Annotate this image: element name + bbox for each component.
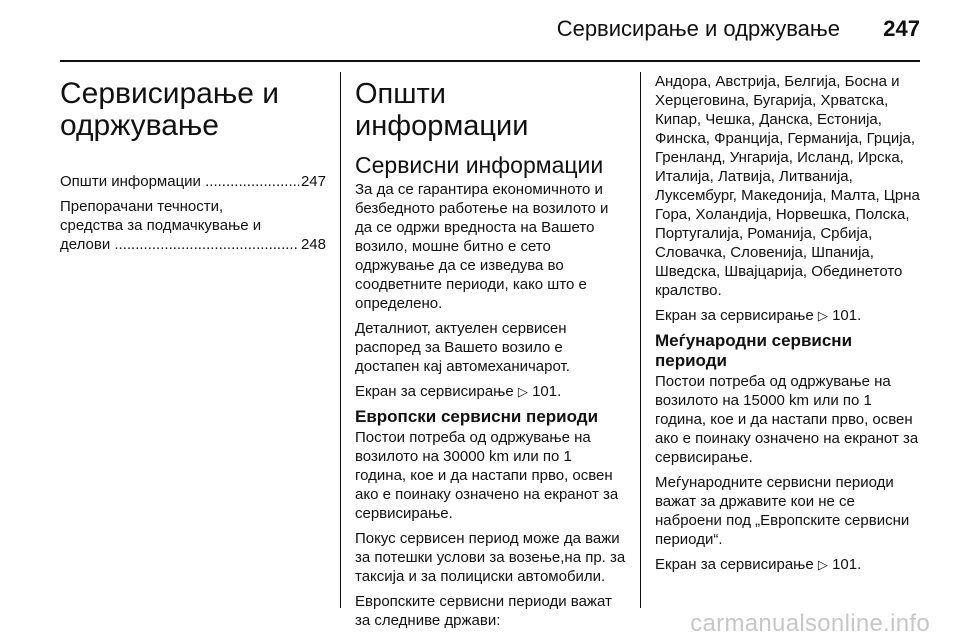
content-column-3 bbox=[655, 72, 923, 580]
header-rule bbox=[60, 60, 920, 62]
subsection-title: Сервисни информации bbox=[355, 152, 604, 178]
crossref-paragraph[interactable] bbox=[655, 306, 923, 325]
paragraph: Постои потреба од одржување на возилото на 15000 km или по 1 година, кое и да настапи прво, освен ако е поинаку означено на екранот за сервисирање. bbox=[655, 373, 919, 466]
page-number: 247 bbox=[883, 16, 920, 41]
chapter-title bbox=[60, 78, 326, 142]
crossref-text: Екран за сервисирање bbox=[655, 556, 814, 573]
crossref-text: Екран за сервисирање bbox=[355, 383, 514, 400]
crossref-page: 101. bbox=[832, 556, 862, 573]
international-service-title bbox=[655, 331, 923, 371]
paragraph: Покус сервисен период може да важи за потешки услови за возење,на пр. за таксија и за полициски автомобили. bbox=[355, 530, 626, 585]
chapter-title-line2: одржување bbox=[60, 109, 219, 142]
crossref-paragraph[interactable] bbox=[655, 555, 923, 574]
paragraph: Постои потреба од одржување на возилото на 30000 km или по 1 година, кое и да настапи прво, освен ако е поинаку означено на екранот за сервисирање. bbox=[355, 429, 619, 522]
crossref-arrow-icon: ▷ bbox=[817, 308, 828, 323]
toc-entry-label-line2: средства за подмачкување и bbox=[60, 217, 262, 234]
crossref-paragraph[interactable] bbox=[355, 382, 627, 401]
chapter-title-line1: Сервисирање и bbox=[60, 77, 280, 110]
international-service-title-line1: Меѓународни сервисни bbox=[655, 331, 853, 350]
paragraph: За да се гарантира економичното и безбедното работење на возилото и да се одржи вредноста на Вашето возило, мошне битно е сето одржување да се изведува во соодветните периоди, како што е определено. bbox=[355, 181, 609, 312]
paragraph: Меѓународните сервисни периоди важат за државите кои не се наброени под „Европските сервисни периоди“. bbox=[655, 474, 910, 548]
european-service-title: Европски сервисни периоди bbox=[355, 407, 599, 426]
crossref-text: Екран за сервисирање bbox=[655, 307, 814, 324]
column-divider-1 bbox=[340, 72, 341, 608]
toc-entry-page: 247 bbox=[300, 173, 326, 190]
content-column-2 bbox=[355, 72, 627, 636]
section-title: Општи информации bbox=[355, 78, 529, 142]
international-service-title-line2: периоди bbox=[655, 351, 727, 370]
toc-entry-label-line1: Препорачани течности, bbox=[60, 198, 224, 215]
paragraph: Деталниот, актуелен сервисен распоред за Вашето возило е достапен кај автомеханичарот. bbox=[355, 320, 570, 375]
toc-entry-label-line3: делови ..... bbox=[60, 235, 299, 254]
toc-entry-label: Општи информации ..... bbox=[60, 172, 299, 191]
column-divider-2 bbox=[640, 72, 641, 608]
toc-entry-page: 248 bbox=[300, 236, 326, 253]
crossref-arrow-icon: ▷ bbox=[517, 384, 528, 399]
crossref-page: 101. bbox=[832, 307, 862, 324]
toc-entry-recommended-fluids[interactable] bbox=[60, 197, 326, 254]
watermark: carmanualsonline.info bbox=[690, 610, 930, 637]
country-list: Андора, Австрија, Белгија, Босна и Херцеговина, Бугарија, Хрватска, Кипар, Чешка, Данска, Естонија, Финска, Франција, Германија, Грција, Гренланд, Унгарија, Исланд, Ирска, Италија, Латвија, Литванија, Луксембург, Македонија, Малта, Црна Гора, Холандија, Норвешка, Полска, Португалија, Романија, Србија, Словачка, Словенија, Шпанија, Шведска, Швајцарија, Обединетото кралство. bbox=[655, 73, 920, 299]
crossref-page: 101. bbox=[532, 383, 562, 400]
page-header-title: Сервисирање и одржување bbox=[556, 16, 840, 41]
paragraph: Европските сервисни периоди важат за следниве држави: bbox=[355, 593, 612, 629]
crossref-arrow-icon: ▷ bbox=[817, 557, 828, 572]
toc-entry-general-info[interactable] bbox=[60, 172, 326, 191]
toc-column bbox=[60, 72, 326, 260]
